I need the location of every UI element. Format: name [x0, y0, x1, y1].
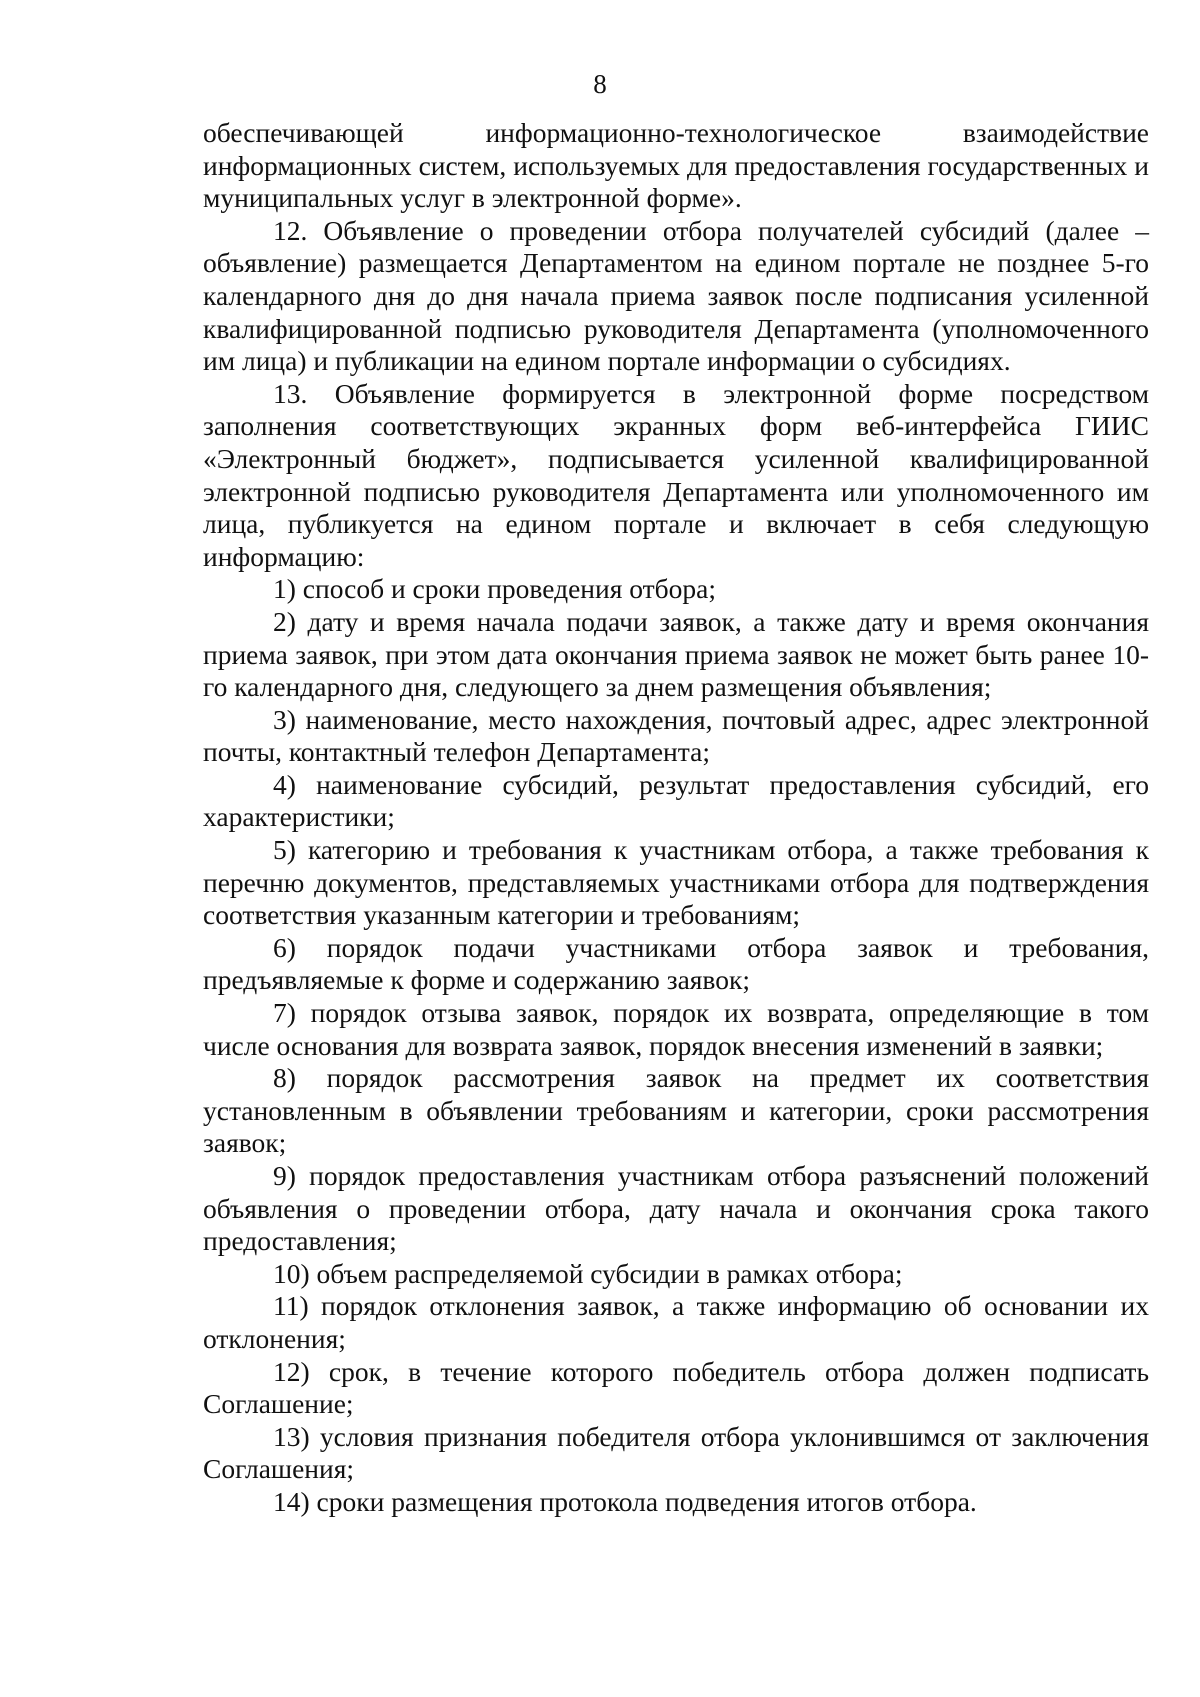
list-item-3: 3) наименование, место нахождения, почтовый адрес, адрес электронной почты, контактный телефон Департамента;	[203, 703, 1149, 768]
list-item-7: 7) порядок отзыва заявок, порядок их возврата, определяющие в том числе основания для возврата заявок, порядок внесения изменений в заявки;	[203, 997, 1149, 1061]
list-item-10: 10) объем распределяемой субсидии в рамках отбора;	[273, 1257, 903, 1289]
page-number: 8	[593, 69, 607, 99]
list-item-2: 2) дату и время начала подачи заявок, а также дату и время окончания приема заявок, при этом дата окончания приема заявок не может быть ранее 10-го календарного дня, следующего за днем размещения объявления;	[203, 605, 1149, 703]
list-item-6: 6) порядок подачи участниками отбора заявок и требования, предъявляемые к форме и содержанию заявок;	[203, 931, 1149, 996]
list-item-8: 8) порядок рассмотрения заявок на предмет их соответствия установленным в объявлении требованиям и категории, сроки рассмотрения заявок;	[203, 1062, 1149, 1159]
list-item-1: 1) способ и сроки проведения отбора;	[273, 573, 716, 605]
list-item-13: 13) условия признания победителя отбора уклонившимся от заключения Соглашения;	[203, 1420, 1149, 1485]
document-body	[203, 117, 1149, 1519]
paragraph-clause-12: 12. Объявление о проведении отбора получателей субсидий (далее – объявление) размещается Департаментом на едином портале не позднее 5-го календарного дня до дня начала приема заявок после подписания усиленной квалифицированной подписью руководителя Департамента (уполномоченного им лица) и публикации на едином портале информации о субсидиях.	[203, 214, 1149, 377]
paragraph-continuation: обеспечивающей информационно-технологическое взаимодействие информационных систем, используемых для предоставления государственных и муниципальных услуг в электронной форме».	[203, 117, 1149, 214]
paragraph-clause-13: 13. Объявление формируется в электронной форме посредством заполнения соответствующих экранных форм веб-интерфейса ГИИС «Электронный бюджет», подписывается усиленной квалифицированной электронной подписью руководителя Департамента или уполномоченного им лица, публикуется на едином портале и включает в себя следующую информацию:	[203, 377, 1149, 572]
list-item-5: 5) категорию и требования к участникам отбора, а также требования к перечню документов, представляемых участниками отбора для подтверждения соответствия указанным категории и требованиям;	[203, 834, 1149, 931]
list-item-12: 12) срок, в течение которого победитель отбора должен подписать Соглашение;	[203, 1355, 1149, 1420]
list-item-9: 9) порядок предоставления участникам отбора разъяснений положений объявления о проведении отбора, дату начала и окончания срока такого предоставления;	[203, 1160, 1149, 1257]
list-item-11: 11) порядок отклонения заявок, а также информацию об основании их отклонения;	[203, 1290, 1149, 1354]
list-item-14: 14) сроки размещения протокола подведения итогов отбора.	[273, 1485, 977, 1517]
list-item-4: 4) наименование субсидий, результат предоставления субсидий, его характеристики;	[203, 768, 1149, 833]
